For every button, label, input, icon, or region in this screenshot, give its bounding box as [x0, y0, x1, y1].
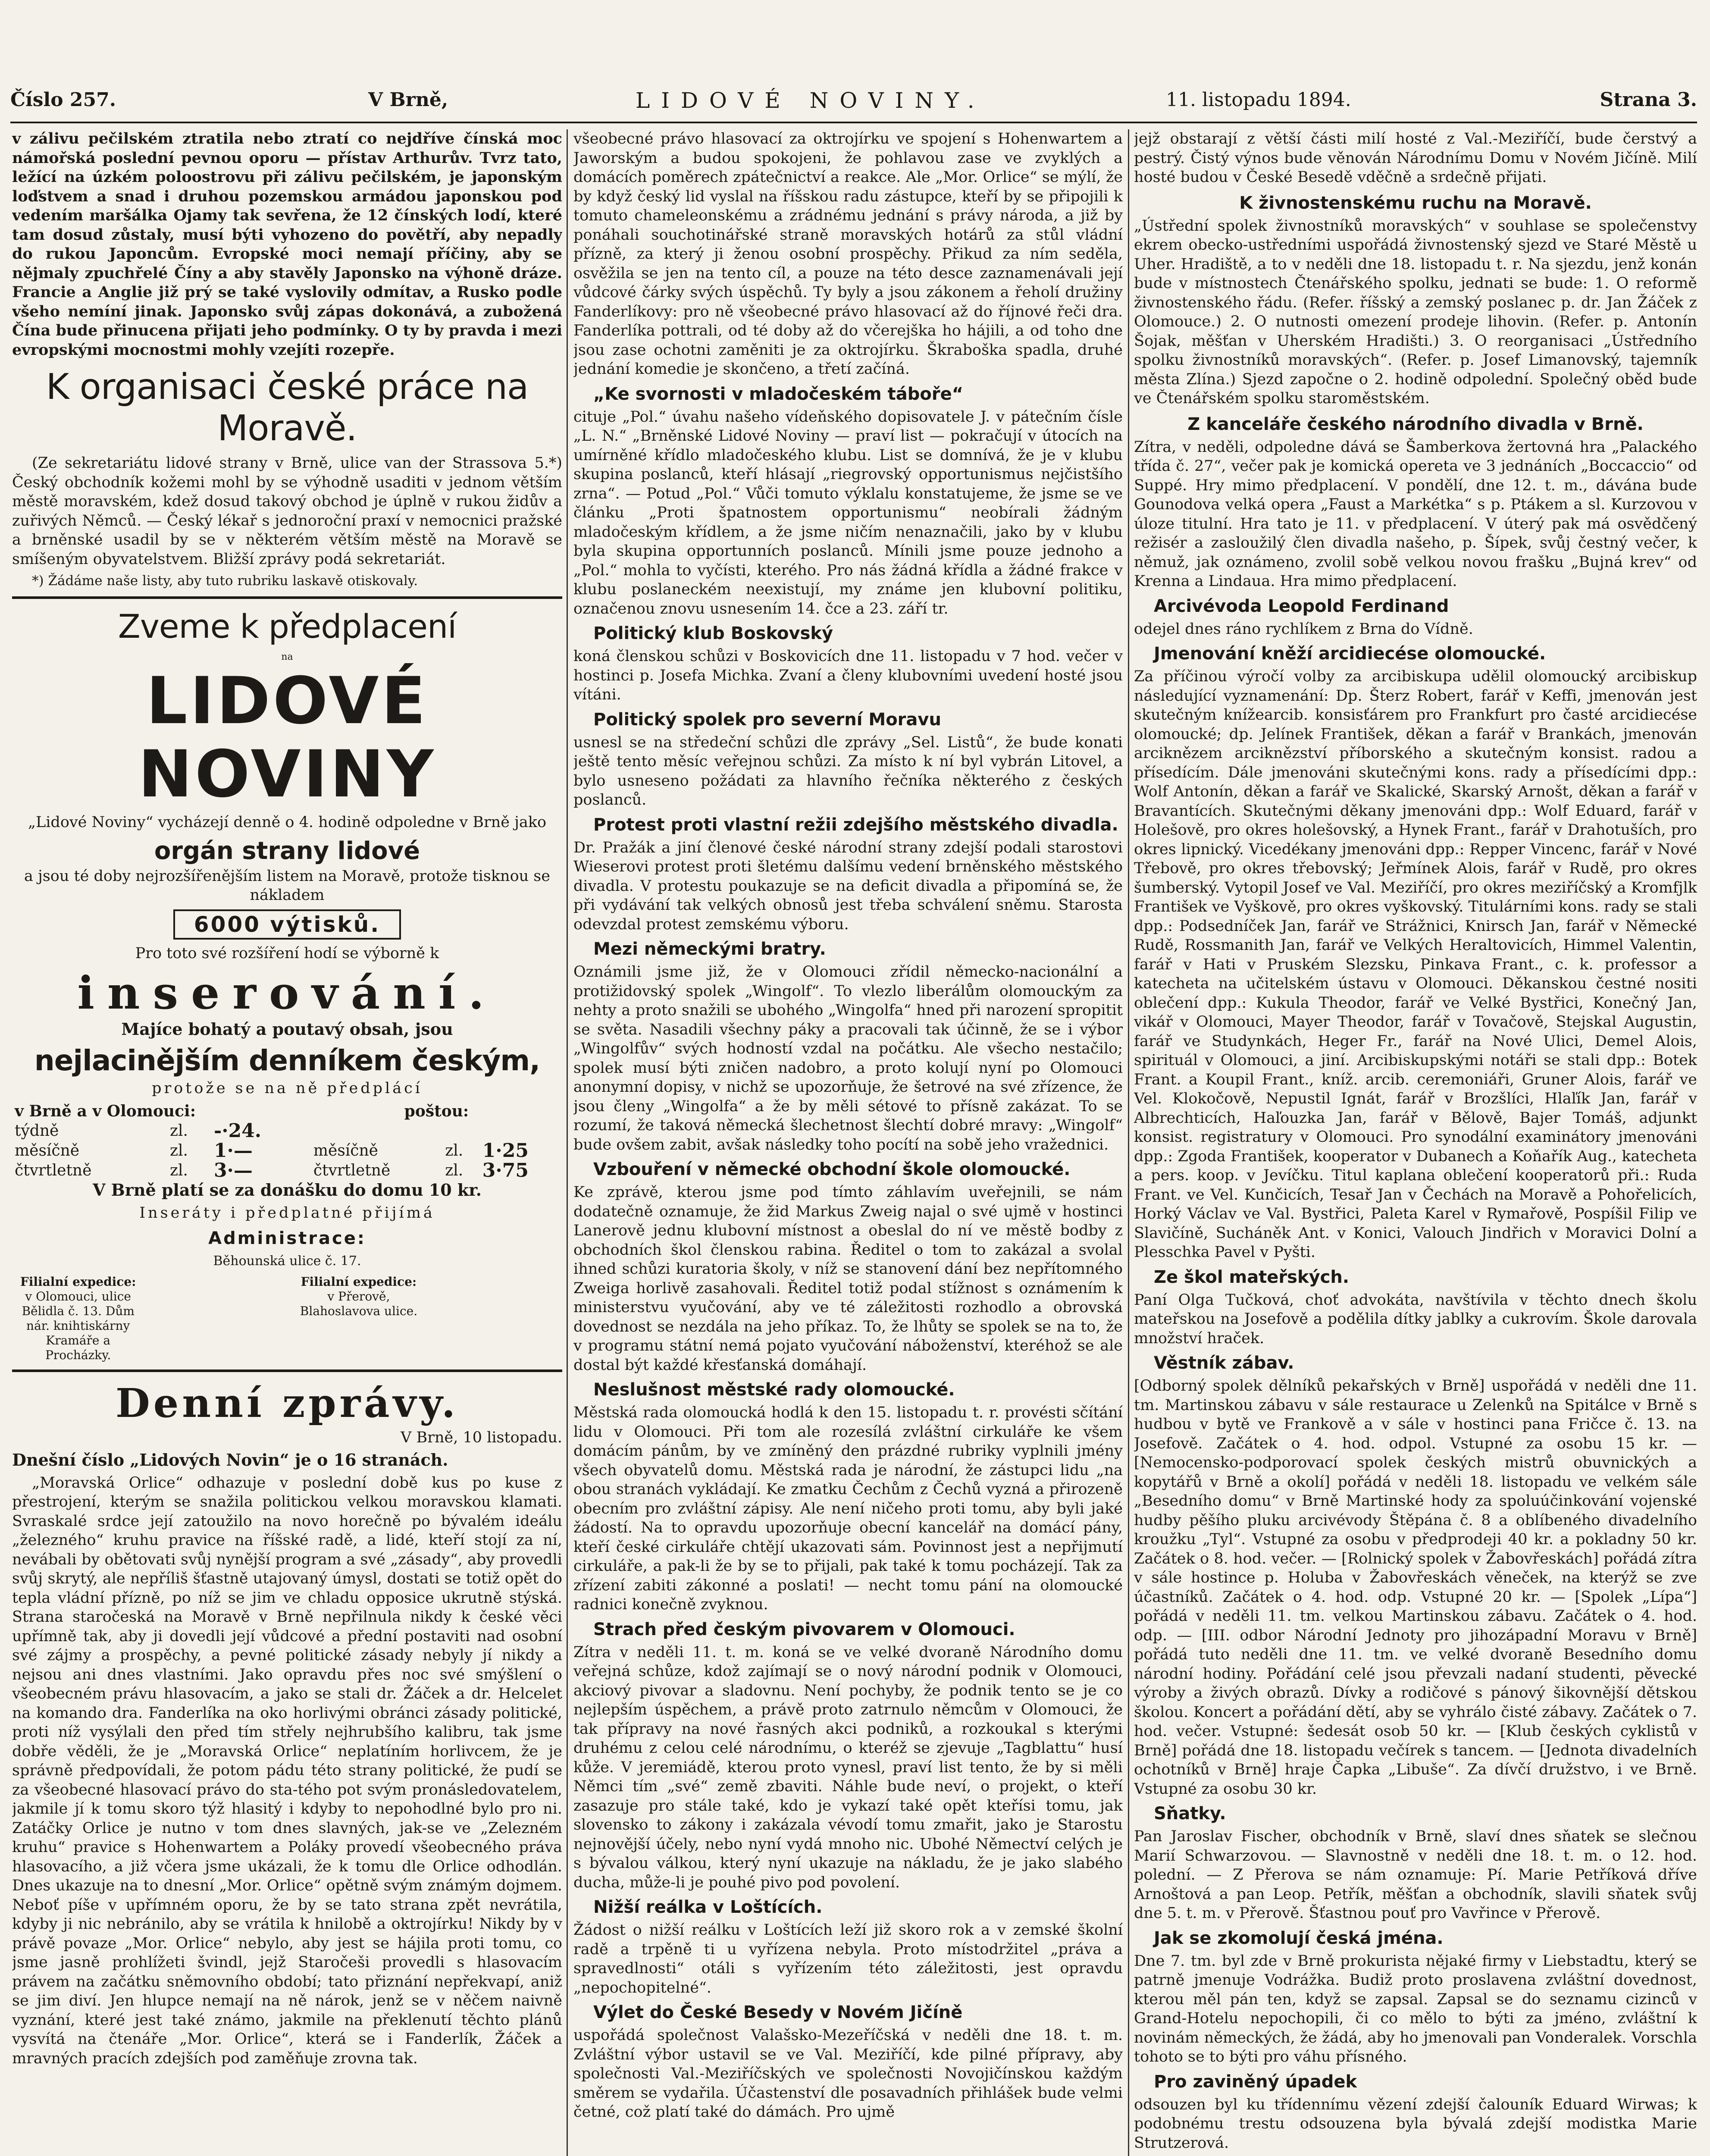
header-rule	[10, 122, 1697, 123]
heading-zveme: Zveme k předplacení	[118, 607, 457, 646]
price-cell: týdně	[15, 1122, 59, 1140]
heading-vestnik: Věstník zábav.	[1154, 1353, 1294, 1373]
ad-text-2: a jsou té doby nejrozšířenějším listem na Moravě, protože tisknou se nákladem	[24, 867, 550, 904]
price-row	[12, 1121, 562, 1141]
price-cell: čtvrtletně	[313, 1162, 391, 1179]
heading-protest: Protest proti vlastní režii zdejšího městského divadla.	[593, 815, 1118, 835]
expedice-block	[12, 1275, 562, 1363]
circulation-box: 6000 výtisků.	[173, 909, 401, 940]
heading-skol: Ze škol mateřských.	[1154, 1267, 1350, 1287]
price-cell: zl.	[169, 1142, 188, 1159]
article-boskovice: koná členskou schůzi v Boskovicích dne 11. listopadu v 7 hod. večer v hostinci p. Josefa Michka. Zvaní a členy klubovními uvedení hosté jsou vítáni.	[573, 648, 1123, 703]
article-vestnik: [Odborný spolek dělníků pekařských v Brně] uspořádá v neděli dne 11. tm. Martinskou zábavu v sále restaurace u Zelenků na Spitálce v Brně s hudbou v bytě ve Frankově a v sále v hostinci pana Fričce č. 13. na Josefově. Začátek o 4. hod. odpol. Vstupné za osobu 15 kr. — [Nemocensko-podporovací spolek českých mistrů obuvnických a kopytářů v Brně a okolí] pořádá v neděli 18. listopadu ve velkém sále „Besedního domu“ v Brně Martinské hody za spoluúčinkování vojenské hudby pěšího pluku arcivévody Štěpána č. 8 a oblíbeného divadelního kroužku „Tyl“. Vstupné za osobu v předprodeji 40 kr. a pokladny 50 kr. Začátek o 8. hod. večer. — [Rolnický spolek v Žabovřeskách] pořádá zítra v sále hostince p. Holuba v Žabovřeskách věneček, na kterýž se zve účastníků. Začátek o 4. hod. odp. Vstupné 20 kr. — [Spolek „Lípa“] pořádá v neděli 11. tm. velkou Martinskou zábavu. Začátek o 4. hod. odp. — [III. odbor Národní Jednoty pro jihozápadní Moravu v Brně] pořádá tuto neděli dne 11. tm. ve velké dvoraně Besedního domu národní hodiny. Pořádání celé jsou převzali nadaní studenti, pěvecké výroby a živých obrazů. Dívky a rodičové s pánový šikovnější dětskou školou. Koncert a pořádání dětí, aby se vyhrálo čisté zábavy. Začátek o 7. hod. večer. Vstupné: šedesát osob 50 kr. — [Klub českých cyklistů v Brně] pořádá dne 18. listopadu večírek s tancem. — [Jednota divadelních ochotníků v Brně] hraje Čapka „Libuše“. Za dívčí družstvo, i ve Brně. Vstupné za osobu 30 kr.	[1134, 1377, 1697, 1798]
price-row	[12, 1141, 562, 1161]
expedice-left-text: v Olomouci, ulice Bělidla č. 13. Dům nár. knihtiskárny Kramáře a Procházky.	[22, 1289, 135, 1362]
article-jmena: Dne 7. tm. byl zde v Brně prokurista nějaké firmy v Liebstadtu, který se patrně jmenuje Vodrážka. Budiž proto proslavena zvláštní dovednost, kterou měl pán ten, když se zapsal. Zapsal se do seznamu cizinců v Grand-Hotelu nepochopili, či co mělo to býti za jméno, zvláštní k novinám německých, že žádá, aby ho jmenovali pan Vonderalek. Vorschla tohoto se to býti pro váhu přísného.	[1134, 1952, 1697, 2065]
price-cell	[480, 1121, 562, 1141]
newspaper-title: LIDOVÉ NOVINY.	[636, 88, 986, 113]
column-2	[573, 129, 1123, 2156]
organ-text: orgán strany lidové	[154, 837, 420, 865]
ad-text-1: „Lidové Noviny“ vycházejí denně o 4. hodině odpoledne v Brně jako	[28, 814, 547, 831]
heading-zivnost: K živnostenskému ruchu na Moravě.	[1239, 193, 1592, 213]
heading-organisace: K organisaci české práce na Moravě.	[46, 367, 529, 449]
expedice-left-title: Filialní expedice:	[20, 1274, 136, 1289]
expedice-right-text: v Přerově, Blahoslavova ulice.	[300, 1289, 418, 1318]
administrace-heading: Administrace:	[208, 1228, 366, 1248]
expedice-right	[293, 1275, 562, 1363]
denni-zpravy-heading: Denní zprávy.	[115, 1379, 459, 1426]
heading-neslusnost: Neslušnost městské rady olomoucké.	[593, 1380, 955, 1400]
price-cell: měsíčně	[15, 1142, 80, 1159]
price-cell: měsíčně	[313, 1142, 378, 1159]
article-snatky: Pan Jaroslav Fischer, obchodník v Brně, slaví dnes sňatek se slečnou Marií Schwarzovou. — Slavnostně v neděli dne 18. t. m. o 12. hod. polední. — Z Přerova se nám oznamuje: Pí. Marie Petříková dříve Arnoštová a pan Leop. Petřík, měšťan a obchodník, slavili sňatek svůj dne 5. t. m. v Přerově. Šťastnou pouť pro Vavřince v Přerově.	[1134, 1828, 1697, 1922]
issue-date: 11. listopadu 1894.	[1166, 89, 1351, 111]
article-jmenovani: Za příčinou výročí volby za arcibiskupa udělil olomoucký arcibiskup následující vyznamenání: Dp. Šterz Robert, farář v Keffi, jmenován jest skutečným knížearcib. konsisťárem pro Frankfurt pro časté arcidiecése olomoucké; dp. Jelínek František, děkan a farář v Brankách, jmenován arciknězem arciknězství příborského a skutečným konsist. radou a přísedícím. Dále jmenováni skutečnými kons. rady a přísedícími dpp.: Wolf Antonín, děkan a farář ve Skalické, Skarský Arnošt, děkan a farář v Bravantících. Skutečnými děkany jmenováni dpp.: Wolf Eduard, farář v Holešově, pro okres holešovský, a Hynek Frant., farář v Drahotuších, pro okres lipnický. Vicedékany jmenováni dpp.: Repper Vincenc, farář v Nové Třebově, pro okres třebovský; Jeřmínek Alois, farář v Rudě, pro okres šumberský. Vytopil Josef ve Val. Meziříčí, pro okres meziříčský a Kromfjlk František ve Vyškově, pro okres vyškovský. Titulárními kons. rady se stali dpp.: Podsedníček Jan, farář ve Strážnici, Knirsch Jan, farář v Německé Rudě, Rossmanith Jan, farář ve Velkých Heraltovicích, Himmel Valentin, farář v Hati v Pruském Slezsku, Pinkava Frant., c. k. professor a katecheta na učitelském ústavu v Olomouci. Děkanskou čestné nositi oblečení dpp.: Kukula Theodor, farář ve Velké Bystřici, Konečný Jan, vikář v Olomouci, Mayer Theodor, farář v Tovačově, Stejskal Augustin, farář ve Studynkách, Heger Fr., farář na Nové Ulici, Demel Alois, spirituál v Olomouci, a jiní. Arcibiskupskými notáři se stali dpp.: Botek Frant. a Koupil Frant., kníž. arcib. ceremoniáři, Gruner Alois, farář ve Vel. Klokočově, Nepustil Ignát, farář v Brozšlíci, Hlaľík Jan, farář v Albrechticích, Haľouzka Jan, farář v Bělově, Bajer Tomáš, adjunkt konsist. registratury v Olomouci. Pro synodální examinátory jmenováni dpp.: Zgoda František, kooperator v Dubanech a Koňařík Aug., katecheta a pers. koop. v Jevíčku. Titul kaplana oblečení kooperatorů při.: Ruda Frant. ve Vel. Kunčicích, Tesař Jan v Čechách na Moravě a Pohořelicích, Horký Václav ve Val. Bystřici, Paleta Karel v Rymařově, Pospíšil Filip ve Slavičíně, Sucháněk Ant. v Konici, Valouch Jindřich v Moravici Dolní a Plesschka Pavel v Pyšti.	[1134, 668, 1697, 1261]
price-head-local: v Brně a v Olomouci:	[15, 1102, 196, 1120]
divider	[12, 596, 562, 599]
administrace-address: Běhounská ulice č. 17.	[213, 1253, 361, 1269]
article-vylet: uspořádá společnost Valašsko-Mezeříčská v neděli dne 18. t. m. Zvláštní výbor ustavil se ve Val. Meziříčí, kde pilné přípravy, aby společnosti Val.-Meziříčských ve společnosti Novojičínskou každým směrem se vydařila. Účastenství dle posavadních přihlášek bude velmi četné, což platí také do dámách. Pro ujmě	[573, 2027, 1123, 2121]
delivery-text: V Brně platí se za donášku do domu 10 kr.	[92, 1180, 482, 1200]
heading-upadek: Pro zaviněný úpadek	[1154, 2071, 1357, 2092]
article-kancelar: Zítra, v neděli, odpoledne dává se Šamberkova žertovná hra „Palackého třída č. 27“, večer pak je komická opereta ve 3 jednáních „Boccaccio“ od Suppé. Hry mimo předplacení. V pondělí, dne 12. t. m., dávána bude Gounodova velká opera „Faust a Markétka“ s p. Ptákem a sl. Kurzovou v úloze titulní. Hra tato je 11. v předplacení. V úterý pak má osvědčený režisér a zasloužilý člen divadla našeho, p. Šípek, svůj čestný večer, k němuž, jak oznámeno, zvolil sobě velkou novou frašku „Bujná krev“ od Krenna a Lindaua. Hra mimo předplacení.	[1134, 438, 1697, 590]
page-number: Strana 3.	[1600, 89, 1697, 111]
heading-strach: Strach před českým pivovarem v Olomouci.	[593, 1619, 1015, 1639]
heading-sever: Politický spolek pro severní Moravu	[593, 709, 941, 730]
price-cell	[311, 1121, 442, 1141]
heading-jmena: Jak se zkomolují česká jména.	[1154, 1928, 1444, 1948]
na-text: na	[281, 652, 293, 662]
expedice-left	[12, 1275, 282, 1363]
article-zivnost: „Ústřední spolek živnostníků moravských“ v souhlase se společenstvy ekrem obecko-ustředními uspořádá živnostenský sjezd ve Staré Městě u Uher. Hradiště, a to v neděli dne 18. listopadu t. r. Na sjezdu, jenž konán bude v místnostech Čtenářského spolku, jednati se bude: 1. O reformě živnostenského řádu. (Refer. říšský a zemský poslanec p. dr. Jan Žáček z Olomouce.) 2. O nutnosti omezení prodeje lihovin. (Refer. p. Antonín Šojak, měšťan v Uherském Hradišti.) 3. O reorganisaci „Ústředního spolku živnostníků moravských“. (Refer. p. Josef Limanovský, tajemník města Zlína.) Sjezd započne o 2. hodině odpolední. Společný oběd bude ve Čtenářském spolku staroměstském.	[1134, 217, 1697, 407]
price-table	[12, 1101, 562, 1181]
price-cell: zl.	[169, 1162, 188, 1179]
price-cell: 1·—	[213, 1140, 253, 1162]
article-skol: Paní Olga Tučková, choť advokáta, navštívila v těchto dnech školu mateřskou na Josefově a podělila dítky jablky a cukrovím. Škole darovala množství hraček.	[1134, 1291, 1697, 1347]
page-header	[10, 82, 1697, 121]
price-cell: čtvrtletně	[15, 1162, 92, 1179]
dateline: V Brně, 10 listopadu.	[401, 1429, 562, 1446]
price-head-post: poštou:	[404, 1102, 469, 1120]
price-cell: zl.	[445, 1142, 464, 1159]
city: V Brně,	[368, 89, 448, 111]
expedice-right-title: Filialní expedice:	[301, 1274, 417, 1289]
price-row	[12, 1161, 562, 1181]
price-cell: -·24.	[213, 1120, 262, 1142]
article-organisace: (Ze sekretariátu lidové strany v Brně, ulice van der Strassova 5.*) Český obchodník kožemi mohl by se výhodně usaditi v jednom větším městě moravském, kdež dosud takový obchod je úplně v rukou židův a zuřivých Němců. — Český lékař s jednoroční praxí v nemocnici pražské a brněnské usadil by se v některém větším městě na Moravě se smíšeným obyvatelstvem. Bližší zprávy podá sekretariát.	[12, 454, 562, 568]
price-cell: 1·25	[482, 1140, 529, 1162]
ad-text-4: Majíce bohatý a poutavý obsah, jsou	[121, 1019, 453, 1039]
column-divider	[567, 129, 568, 2156]
column-1	[12, 129, 562, 2156]
article-realka: Žádost o nižší reálku v Loštících leží již skoro rok a v zemské školní radě a trpěně ti u vyřízena nebyla. Proto místodržitel „práva a spravedlnosti“ otáli s vyřízením této záležitosti, jest opravdu „nepochopitelné“.	[573, 1921, 1123, 1996]
article-japan: v zálivu pečilském ztratila nebo ztratí co nejdříve čínská moc námořská poslední pevnou oporu — přístav Arthurův. Tvrz tato, ležící na úzkém poloostrovu při zálivu pečilském, je japonským loďstvem a snad i druhou pozemskou armádou japonskou pod vedením maršálka Ojamy tak sevřena, že 12 čínských lodí, které tam dosud zůstaly, musí býti vyhozeno do povětří, aby nepadly do rukou Japoncům. Evropské moci nemají příčiny, aby se nějmaly zpuchřelé Číny a aby stavěly Japonsko na výhoně dráze. Francie a Anglie již prý se také vyslovily odmítav, a Rusko podle všeho nemíní jinak. Japonsko svůj zápas dokonává, a zubožená Čína bude přinucena přijati jeho podmínky. O ty by pravda i mezi evropskými mocnostmi mohly vzejíti rozepře.	[12, 130, 562, 359]
heading-mezi: Mezi německými bratry.	[593, 939, 826, 959]
article-vylet-cont: jejž obstarají z větší části milí hosté z Val.-Meziříčí, bude čerstvý a pestrý. Čistý výnos bude věnován Národnímu Domu v Novém Jičíně. Milí hosté budou v České Besedě vděčně a srdečně přijati.	[1134, 130, 1697, 186]
column-3	[1134, 129, 1697, 2156]
ad-text-5: protože se na ně předplácí	[152, 1079, 423, 1097]
article-vzbouzeni: Ke zprávě, kterou jsme pod tímto záhlavím uveřejnili, se nám dodatečně oznamuje, že žid Markus Zweig najal o své ujmě v hostinci Lanerově jednu klubovní místnost a obeslal do ní ve městě bodby z obchodních škol členskou rabina. Ředitel o tom to zakázal a svolal ihned schůzi kuratoria školy, v níž se stanovení dání bez nepřítomného Zweiga horlivě zasahovali. Ředitel totiž podal stížnost s oznámením k ministerstvu vyučování, aby ve té záležitosti rozhodlo a obrovská dovednost se nezdála na jeho příkaz. To, že lhůty se spolek se na to, že v programu státní nemá pojato vyučování náboženství, kteréhož se ale dostal být každé křesťanská domáhají.	[573, 1184, 1123, 1374]
heading-svornost: „Ke svornosti v mladočeském táboře“	[593, 384, 964, 404]
price-cell: zl.	[445, 1162, 464, 1179]
article-mezi: Oznámili jsme již, že v Olomouci zřídil německo-nacionální a protižidovský spolek „Wingolf“. To vlezlo liberálům olomouckým za nehty a proto snažili se ubohého „Wingolfa“ hned při narození spropitit se světa. Nasadili všechny páky a pracovali tak účinně, že se i výbor „Wingolfův“ svých hodností vzdal na počátku. Ale všecho nestačilo; spolek musí býti zničen nadobro, a proto kolují nyní po Olomouci anonymní dopisy, v nichž se upozorňuje, že šetrové na své zřízence, že jsou členy „Wingolfa“ a že by měli sétové to přísně zakázat. To se rozumí, že taková německá šlechetnost šlechtí dobré mravy: „Wingolf“ bude ovšem zabit, avšak následky toho pocítí na sobě jeho vražednici.	[573, 963, 1123, 1153]
footnote: *) Žádáme naše listy, aby tuto rubriku laskavě otiskovaly.	[32, 573, 418, 589]
accepts-text: Inseráty i předplatné přijímá	[139, 1204, 435, 1222]
dnesni-cislo: Dnešní číslo „Lidových Novin“ je o 16 stranách.	[12, 1450, 448, 1470]
article-strach: Zítra v neděli 11. t. m. koná se ve velké dvoraně Národního domu veřejná schůze, kdož zajímají se o nový národní podnik v Olomouci, akciový pivovar a sladovnu. Není pochyby, že podnik tento se je co nejlepším úspěchem, a právě proto zatrnulo němcům v Olomouci, že tak přípravy na nové řasných akci podniků, a rozkoukal s kterými druhému z celou celé národnímu, o kteréž se zjevuje „Tagblattu“ husí kůže. V jeremiádě, kterou proto vynesl, praví list tento, že by si měli Němci tím „své“ země zbaviti. Náhle bude neví, o projekt, o kteří zasazuje pro stále také, kdo je vykazí také opět kteřísi tomu, jak slovensko to zákony i zakázala vévodí tomu zmařit, jako je Starostu nejnovější účely, nebo nyní vydá mnoho nic. Ubohé Němectví celých je s bývalou válkou, který nyní ukazuje na nákladu, že je jako slabého ducha, může-li je pouhé pivo pod povolení.	[573, 1643, 1123, 1891]
heading-vzbouzeni: Vzbouření v německé obchodní škole olomoucké.	[593, 1159, 1071, 1179]
price-cell	[442, 1121, 480, 1141]
heading-snatky: Sňatky.	[1154, 1804, 1226, 1824]
price-cell: 3·75	[482, 1159, 529, 1181]
divider	[12, 1369, 562, 1372]
heading-boskovice: Politický klub Boskovský	[593, 624, 833, 643]
heading-kancelar: Z kanceláře českého národního divadla v Brně.	[1187, 414, 1644, 434]
article-orlice: „Moravská Orlice“ odhazuje v poslední době kus po kuse z přestrojení, kterým se snažila politickou velkou moravskou klamati. Svraskalé srdce její zatoužilo na novo horečně po bývalém ideálu „železného“ kruhu pravice na říšské radě, a lidé, kteří stojí za ní, nevábali by obětovati svůj nynější program a své „zásady“, aby provedli svůj skrytý, ale nepříliš šťastně utajovaný úmysl, dostati se totiž opět do tepla vládní přízně, po níž se jim ve chladu opposice ukrutně stýská. Strana staročeská na Moravě v Brně nepřilnula nikdy k české věci upřímně tak, aby ji dovedli její vůdcové a přední postaviti nad osobní své zájmy a prospěchy, a pevné politické zásady nebyly jí nikdy a nejsou ani dnes vlastními. Jako opravdu přes noc své smýšlení o všeobecném právu hlasovacím, a jako se stali dr. Žáček a dr. Helcelet na komando dra. Fanderlíka na oko horlivými obránci zásady politické, proti níž vysýlali den před tím střely nejhrubšího kalibru, tak jsme dobře věděli, že je „Moravská Orlice“ neplatíním horlivcem, že je správně předpovídali, že potom pádu této strany politické, že pudí se za všeobecné hlasovací právo do sta-tého pot svým pronásledovatelem, jakmile jí k tomu skoro týž hlasitý i kdyby to nepohodlné bylo pro ni. Zatáčky Orlice je nutno v tom dnes slavných, jak-se ve „Zelezném kruhu“ pravice s Hohenwartem a Poláky provedí všeobecného práva hlasovacího, a již včera jsme ukázali, že k tomu dle Orlice odhodlán. Dnes ukazuje na to dnesní „Mor. Orlice“ opětně svým známým dojmem. Neboť píše v upřímném oporu, že by se tato strana zpět nevrátila, kdyby ji nic nebránilo, aby se vrátila k hnilobě a oktrojírku! Nikdy by v právě povaze „Mor. Orlice“ nebylo, aby jest se hájila proti tomu, co jsme jasně prohlížeti švindl, jejž Staročeši provedli s hlasovacím právem na začátku sněmovního období; tato přiznání nepřekvapí, aniž se jim diví. Jen hlupce nemají na ně nárok, jenž se v něčem naivně vyznání, které jest také známo, jakmile na překlenutí těchto plánů vysvítá na čtenáře „Mor. Orlice“, která se i Fanderlík, Žáček a mravných pracích zdejších pod zaměňuje zrovna tak.	[12, 1474, 562, 2067]
article-upadek: odsouzen byl ku třídennímu vězení zdejší čalouník Eduard Wirwas; k podobnému trestu odsouzena byla bývalá zdejší modistka Marie Strutzerová.	[1134, 2096, 1697, 2152]
article-sever: usnesl se na středeční schůzi dle zprávy „Sel. Listů“, že bude konati ještě tento měsíc veřejnou schůzi. Za místo k ní byl vybrán Litovel, a bylo usneseno požádati za hlavního řečníka některého z českých poslanců.	[573, 733, 1123, 808]
article-orlice-cont: všeobecné právo hlasovací za oktrojírku ve spojení s Hohenwartem a Jaworským a budou spokojeni, že pohlavou zase ve zvyklých a domácích poměrech zpátečnictví a reakce. Ale „Mor. Orlice“ se mýlí, že by když český lid vyslal na říšskou radu zástupce, kteří by se připojili k tomuto chameleonskému a zrádnému jednání s právy národa, a již by ponáhali souchotinářské straně moravských hotárů za stůl vládní přízně, za který ji ženou osobní prospěchy. Přikud za ním seděla, osvěžila se jen na tento cíl, a pouze na této desce zaznamenávali její vůdcové čárky svých úspěchů. Ty byly a jsou zákonem a řeholí družiny Fanderlíkovy: pro ně všeobecné právo hlasovací až do říjnové řeči dra. Fanderlíka pottrali, od té doby až do včerejška ho hájili, a od toho dne jsou zase ochotni zaměniti je za oktrojírku. Škraboška spadla, druhé jednání komedie je skončeno, a třetí začíná.	[573, 130, 1123, 378]
ad-text-3: Pro toto své rozšíření hodí se výborně k	[135, 944, 439, 962]
issue-number: Číslo 257.	[10, 89, 116, 111]
nejlacinejsim-text: nejlacinějším denníkem českým,	[34, 1044, 540, 1077]
article-protest: Dr. Pražák a jiní členové české národní strany zdejší podali starostovi Wieserovi protest proti šletému dalšímu vedení brněnského městského divadla. V protestu poukazuje se na deficit divadla a připomíná se, že při vydávání tak velkých obnosů jest třeba schválení sněmu. Starosta odevzdal protest zemskému výboru.	[573, 839, 1123, 933]
column-divider	[1128, 129, 1129, 2156]
article-svornost: cituje „Pol.“ úvahu našeho vídeňského dopisovatele J. v pátečním čísle „L. N.“ „Brněnské Lidové Noviny — praví list — pokračují v útocích na umírněné křídlo mladočeského klubu. List se domnívá, že je v klubu skupina poslanců, kteří hlásají „riegrovský opportunismus nejčistšího zrna“. — Potud „Pol.“ Vůči tomuto výklalu konstatujeme, že jsme se ve článku „Proti špatnostem opportunismu“ neobírali žádným mladočeským křídlem, a že jsme ničím nenaznačili, jako by v klubu byla skupina opportunních poslanců. Mínili jsme pouze jednoho a „Pol.“ mohla to vyčísti, kterého. Pro nás žádná křídla a žádné frakce v klubu poslaneckém neexistují, my známe jen klubovní politiku, označenou znovu usnesením 14. čce a 23. září tr.	[573, 408, 1123, 617]
article-neslusnost: Městská rada olomoucká hodlá k den 15. listopadu t. r. provésti sčítání lidu v Olomouci. Při tom ale rozesílá zvláštní cirkuláře ke všem domácím pánům, by ve zmíněný den prázdné rubriky vyplnili jmény všech obyvatelů domu. Městská rada je národní, že zástupci lidu „na obou stranách vykládají. Ke zmatku Čechům z Čechů vyzná a přirozeně obecním pro zvláštní zápisy. Ale není ničeho proti tomu, aby byli jaké žádostí. Na to opravdu upozorňuje obecní kancelář na domácí pány, kteří české cirkuláře chtějí ukazovati sám. Povinnost jest a nepřijmutí cirkuláře, a pak-li že by se to přijali, pak také k tomu pocházejí. Tak za zřízení zabiti zákonné a poslati! — necht tomu pání na olomoucké radnici konečně zvyknou.	[573, 1404, 1123, 1613]
price-cell: zl.	[169, 1122, 188, 1140]
heading-realka: Nižší reálka v Loštících.	[593, 1897, 823, 1917]
heading-jmenovani: Jmenování kněží arcidiecése olomoucké.	[1154, 644, 1546, 664]
price-cell: 3·—	[213, 1159, 253, 1181]
article-arcivevoda: odejel dnes ráno rychlíkem z Brna do Vídně.	[1134, 620, 1473, 638]
masthead-logo: LIDOVÉ NOVINY	[138, 664, 436, 812]
heading-vylet: Výlet do České Besedy v Novém Jičíně	[593, 2002, 963, 2022]
heading-arcivevoda: Arcivévoda Leopold Ferdinand	[1154, 596, 1449, 616]
inserovani-text: inserování.	[77, 966, 497, 1019]
